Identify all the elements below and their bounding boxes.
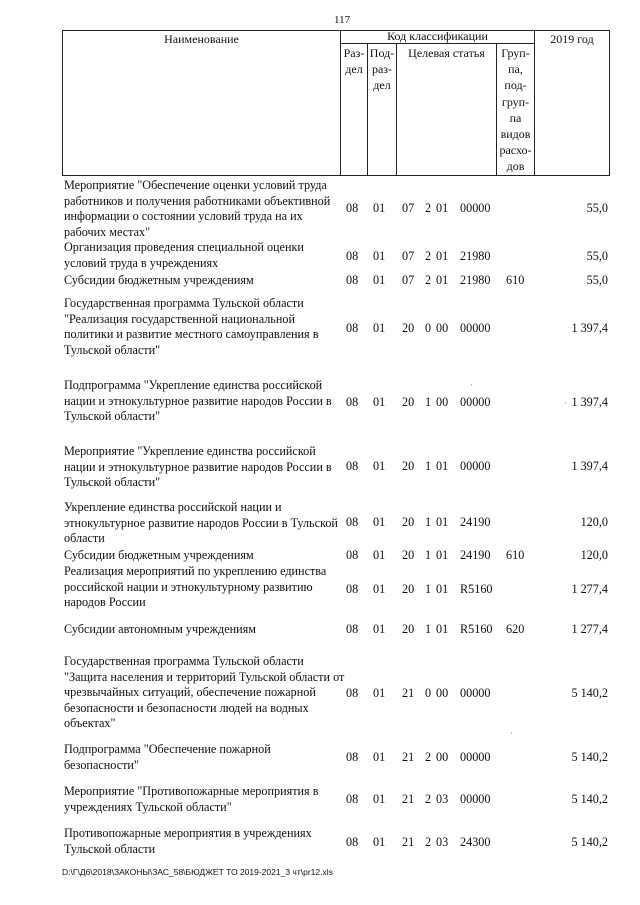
row-cs2: 2 xyxy=(425,792,432,807)
row-cs3: 00 xyxy=(436,750,449,765)
scan-speck: · xyxy=(564,398,567,408)
header-group xyxy=(497,45,534,175)
row-cs4: 24190 xyxy=(460,548,491,563)
row-podrazdel: 01 xyxy=(373,622,386,637)
row-podrazdel: 01 xyxy=(373,515,386,530)
row-razdel: 08 xyxy=(346,321,359,336)
row-cs2: 0 xyxy=(425,686,432,701)
row-razdel: 08 xyxy=(346,582,359,597)
row-cs1: 20 xyxy=(402,321,415,336)
row-podrazdel: 01 xyxy=(373,395,386,410)
row-cs3: 03 xyxy=(436,792,449,807)
row-razdel: 08 xyxy=(346,835,359,850)
row-cs3: 01 xyxy=(436,548,449,563)
header-razdel-line: Раз- xyxy=(343,46,365,60)
header-group-line: груп- xyxy=(501,94,530,109)
row-name: Мероприятие "Противопожарные мероприятия в учреждениях Тульской области" xyxy=(64,784,319,814)
row-podrazdel: 01 xyxy=(373,582,386,597)
header-group-line: па xyxy=(509,110,522,125)
row-razdel: 08 xyxy=(346,622,359,637)
row-cs3: 00 xyxy=(436,686,449,701)
row-cs1: 20 xyxy=(402,582,415,597)
row-amount: 55,0 xyxy=(586,249,608,264)
row-cs1: 20 xyxy=(402,459,415,474)
row-podrazdel: 01 xyxy=(373,686,386,701)
row-cs2: 2 xyxy=(425,750,432,765)
header-col-divider-podrazdel xyxy=(396,43,397,176)
row-name: Мероприятие "Укрепление единства российской нации и этнокультурное развитие народов России в Тульской области" xyxy=(64,444,332,490)
row-cs4: 00000 xyxy=(460,321,491,336)
row-cs3: 01 xyxy=(436,459,449,474)
row-cs3: 00 xyxy=(436,321,449,336)
row-name: Подпрограмма "Обеспечение пожарной безопасности" xyxy=(64,742,271,772)
row-amount: 120,0 xyxy=(580,548,608,563)
row-cs4: 24190 xyxy=(460,515,491,530)
row-cs3: 01 xyxy=(436,273,449,288)
row-cs4: 24300 xyxy=(460,835,491,850)
row-name: Организация проведения специальной оценки условий труда в учреждениях xyxy=(64,240,304,270)
row-cs3: 01 xyxy=(436,201,449,216)
row-razdel: 08 xyxy=(346,686,359,701)
row-podrazdel: 01 xyxy=(373,835,386,850)
row-cs3: 01 xyxy=(436,515,449,530)
header-podrazdel xyxy=(368,45,396,93)
row-cs1: 21 xyxy=(402,835,415,850)
row-cs3: 00 xyxy=(436,395,449,410)
row-razdel: 08 xyxy=(346,201,359,216)
row-cs4: 21980 xyxy=(460,249,491,264)
header-name: Наименование xyxy=(164,32,239,46)
row-amount: 55,0 xyxy=(586,201,608,216)
header-group-line: видов xyxy=(500,127,531,142)
row-cs2: 2 xyxy=(425,273,432,288)
row-razdel: 08 xyxy=(346,750,359,765)
header-group-line: расхо- xyxy=(499,143,532,158)
row-podrazdel: 01 xyxy=(373,459,386,474)
row-razdel: 08 xyxy=(346,792,359,807)
row-cs1: 07 xyxy=(402,201,415,216)
header-podrazdel-line: дел xyxy=(373,78,391,92)
row-name: Государственная программа Тульской области "Защита населения и территорий Тульской области от чрезвычайных ситуаций, обеспечение пожарной безопасности и безопасности людей на водных объектах" xyxy=(64,654,345,731)
row-podrazdel: 01 xyxy=(373,750,386,765)
row-cs1: 21 xyxy=(402,750,415,765)
row-cs2: 1 xyxy=(425,622,432,637)
row-razdel: 08 xyxy=(346,273,359,288)
row-cs1: 20 xyxy=(402,622,415,637)
row-amount: 1 397,4 xyxy=(571,395,608,410)
row-cs1: 20 xyxy=(402,395,415,410)
row-amount: 5 140,2 xyxy=(571,835,608,850)
row-cs1: 21 xyxy=(402,686,415,701)
page-number: 117 xyxy=(334,14,351,26)
row-cs1: 07 xyxy=(402,273,415,288)
row-vid: 610 xyxy=(506,548,525,563)
row-cs2: 2 xyxy=(425,835,432,850)
row-cs3: 01 xyxy=(436,622,449,637)
row-name: Субсидии бюджетным учреждениям xyxy=(64,273,254,287)
row-cs2: 1 xyxy=(425,459,432,474)
row-cs1: 21 xyxy=(402,792,415,807)
row-cs4: R5160 xyxy=(460,622,493,637)
row-cs4: 00000 xyxy=(460,750,491,765)
row-cs4: R5160 xyxy=(460,582,493,597)
row-cs2: 1 xyxy=(425,548,432,563)
row-name: Мероприятие "Обеспечение оценки условий труда работников и получения работниками объективной информации о состоянии условий труда на их рабочих местах" xyxy=(64,178,331,239)
row-cs4: 21980 xyxy=(460,273,491,288)
row-amount: 120,0 xyxy=(580,515,608,530)
footer-file-path: D:\Г\Д6\2018\ЗАКОНЫ\ЗАС_58\БЮДЖЕТ ТО 2019-2021_3 чт\pr12.xls xyxy=(62,867,333,877)
row-razdel: 08 xyxy=(346,548,359,563)
header-podrazdel-line: Под- xyxy=(369,46,395,60)
header-year: 2019 год xyxy=(550,32,594,46)
row-razdel: 08 xyxy=(346,515,359,530)
row-podrazdel: 01 xyxy=(373,321,386,336)
row-podrazdel: 01 xyxy=(373,249,386,264)
header-group-line: Груп- xyxy=(501,46,530,60)
row-cs2: 1 xyxy=(425,582,432,597)
row-name: Субсидии автономным учреждениям xyxy=(64,622,256,636)
row-name: Субсидии бюджетным учреждениям xyxy=(64,548,254,562)
row-amount: 1 277,4 xyxy=(571,582,608,597)
row-amount: 5 140,2 xyxy=(571,686,608,701)
scan-speck: · xyxy=(510,728,513,738)
row-cs4: 00000 xyxy=(460,792,491,807)
row-name: Реализация мероприятий по укреплению единства российской нации и этнокультурному развитию народов России xyxy=(64,564,327,610)
header-col-divider-code xyxy=(534,30,535,176)
row-cs3: 01 xyxy=(436,249,449,264)
row-cs1: 20 xyxy=(402,515,415,530)
row-vid: 610 xyxy=(506,273,525,288)
row-name: Государственная программа Тульской области "Реализация государственной национальной политики и развитие местного самоуправления в Тульской области" xyxy=(64,296,319,357)
row-cs4: 00000 xyxy=(460,395,491,410)
header-group-line: дов xyxy=(506,159,525,174)
header-code: Код классификации xyxy=(387,29,488,43)
row-cs2: 1 xyxy=(425,515,432,530)
row-amount: 1 277,4 xyxy=(571,622,608,637)
header-razdel-line: дел xyxy=(345,62,363,76)
row-vid: 620 xyxy=(506,622,525,637)
header-group-line: па, xyxy=(508,62,523,77)
row-name: Противопожарные мероприятия в учреждениях Тульской области xyxy=(64,826,312,856)
row-razdel: 08 xyxy=(346,249,359,264)
row-podrazdel: 01 xyxy=(373,548,386,563)
row-podrazdel: 01 xyxy=(373,201,386,216)
row-name: Подпрограмма "Укрепление единства российской нации и этнокультурное развитие народов России в Тульской области" xyxy=(64,378,332,424)
header-bottom-border xyxy=(62,175,610,176)
row-podrazdel: 01 xyxy=(373,792,386,807)
row-name: Укрепление единства российской нации и этнокультурное развитие народов России в Тульской области xyxy=(64,500,338,546)
header-podrazdel-line: раз- xyxy=(371,62,393,76)
row-cs4: 00000 xyxy=(460,459,491,474)
scan-speck: · xyxy=(470,380,473,390)
row-cs3: 01 xyxy=(436,582,449,597)
row-cs2: 2 xyxy=(425,249,432,264)
row-cs1: 07 xyxy=(402,249,415,264)
header-group-line: под- xyxy=(504,78,527,93)
row-cs4: 00000 xyxy=(460,201,491,216)
row-podrazdel: 01 xyxy=(373,273,386,288)
row-amount: 5 140,2 xyxy=(571,750,608,765)
row-razdel: 08 xyxy=(346,395,359,410)
row-cs2: 1 xyxy=(425,395,432,410)
row-cs2: 0 xyxy=(425,321,432,336)
row-amount: 5 140,2 xyxy=(571,792,608,807)
header-razdel xyxy=(341,45,367,77)
row-amount: 1 397,4 xyxy=(571,321,608,336)
header-target: Целевая статья xyxy=(408,46,485,60)
row-razdel: 08 xyxy=(346,459,359,474)
row-cs2: 2 xyxy=(425,201,432,216)
header-left-border xyxy=(62,30,63,176)
row-amount: 55,0 xyxy=(586,273,608,288)
row-amount: 1 397,4 xyxy=(571,459,608,474)
row-cs4: 00000 xyxy=(460,686,491,701)
row-cs3: 03 xyxy=(436,835,449,850)
header-right-border xyxy=(609,30,610,176)
row-cs1: 20 xyxy=(402,548,415,563)
